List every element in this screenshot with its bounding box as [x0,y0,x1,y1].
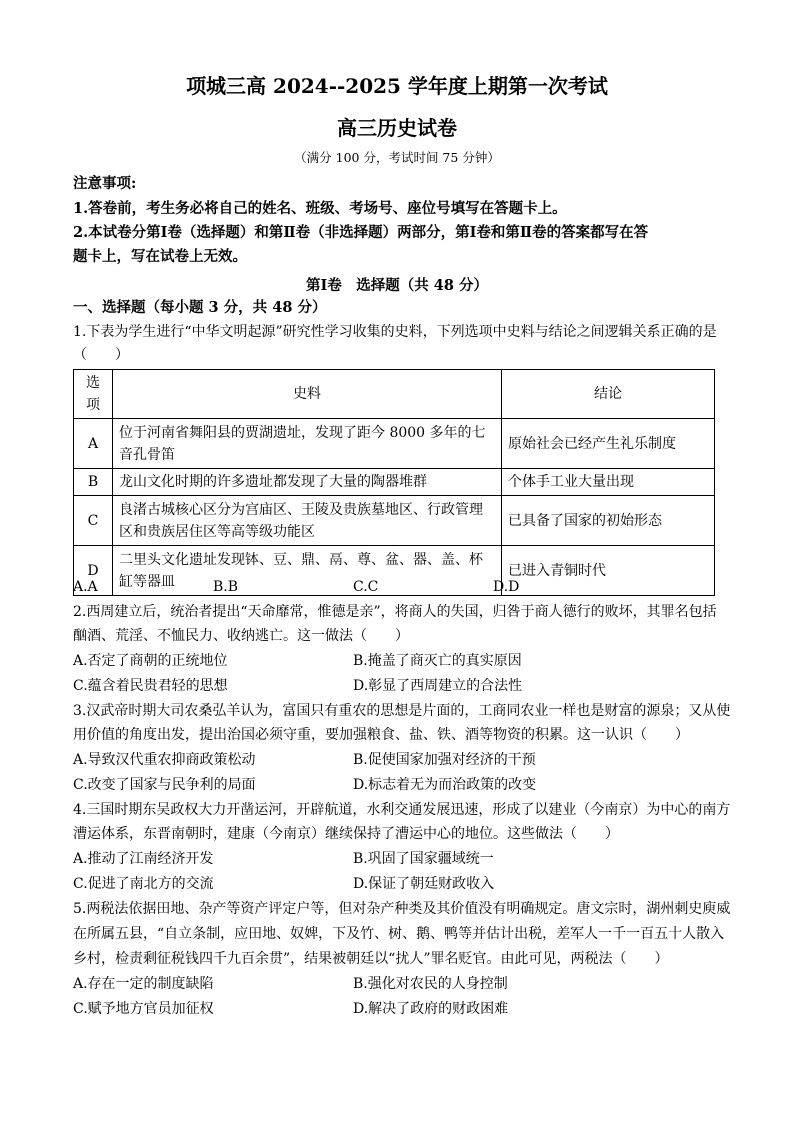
q4-option-a: A.推动了江南经济开发 [73,851,214,867]
notice-item-1: 1.答卷前，考生务必将自己的姓名、班级、考场号、座位号填写在答题卡上。 [73,200,567,217]
q2-option-b: B.掩盖了商灭亡的真实原因 [353,653,522,669]
table-row [74,469,715,496]
table-header-cell: 结论 [502,370,715,419]
q3-stem-line-2: 用价值的角度出发，提出治国必须守重，要加强粮食、盐、铁、酒等物资的积累。这一认识（ ） [73,727,689,743]
q1-option-a: A.A [73,579,98,595]
q1-stem-line-2: （ ） [73,347,129,363]
q2-stem-line-1: 2.西周建立后，统治者提出“天命靡常，惟德是亲”，将商人的失国，归咎于商人德行的败坏，其罪名包括 [73,604,717,620]
section-title: 第Ⅰ卷 选择题（共 48 分） [305,277,489,294]
q4-option-c: C.促进了南北方的交流 [73,876,214,892]
table-header-row [74,370,715,419]
table-cell-conclusion: 已具备了国家的初始形态 [502,496,715,546]
q3-stem-line-1: 3.汉武帝时期大司农桑弘羊认为，富国只有重农的思想是片面的，工商同农业一样也是财富的源泉；又从使 [73,703,731,719]
q5-stem-line-2: 在所属五县，“自立条制，应田地、奴婢，下及竹、树、鹅、鸭等并估计出税，差军人一千一百五十人散入 [73,926,725,942]
table-cell-option: A [74,419,113,469]
q2-option-c: C.蕴含着民贵君轻的思想 [73,678,228,694]
exam-note: （满分 100 分，考试时间 75 分钟） [294,150,500,165]
q3-option-c: C.改变了国家与民争利的局面 [73,777,256,793]
table-cell-conclusion: 已进入青铜时代 [502,546,715,596]
exam-subtitle: 高三历史试卷 [337,116,457,140]
table-cell-source: 位于河南省舞阳县的贾湖遗址，发现了距今 8000 多年的七音孔骨笛 [113,419,502,469]
table-row [74,496,715,546]
q4-option-d: D.保证了朝廷财政收入 [353,876,495,892]
part-heading: 一、选择题（每小题 3 分，共 48 分） [73,299,327,316]
q5-option-b: B.强化对农民的人身控制 [353,976,508,992]
q5-option-d: D.解决了政府的财政困难 [353,1001,509,1017]
q2-option-d: D.彰显了西周建立的合法性 [353,678,523,694]
q3-option-a: A.导致汉代重农抑商政策松动 [73,752,256,768]
q5-stem-line-3: 乡村，检责剩征税钱四千九百余贯”，结果被朝廷以“扰人”罪名贬官。由此可见，两税法（ ） [73,951,669,967]
table-cell-source: 二里头文化遗址发现钵、豆、鼎、鬲、尊、盆、器、盖、杯缸等器皿 [113,546,502,596]
notice-item-2-line-1: 2.本试卷分第Ⅰ卷（选择题）和第Ⅱ卷（非选择题）两部分，第Ⅰ卷和第Ⅱ卷的答案都写在答 [73,224,649,241]
q2-stem-line-2: 酗酒、荒淫、不恤民力、收纳逃亡。这一做法（ ） [73,628,409,644]
q4-stem-line-2: 漕运体系，东晋南朝时，建康（今南京）继续保持了漕运中心的地位。这些做法（ ） [73,826,619,842]
q3-option-d: D.标志着无为而治政策的改变 [353,777,537,793]
q1-option-c: C.C [353,579,379,595]
table-cell-source: 龙山文化时期的许多遗址都发现了大量的陶器堆群 [113,469,502,496]
q4-option-b: B.巩固了国家疆域统一 [353,851,494,867]
table-cell-conclusion: 原始社会已经产生礼乐制度 [502,419,715,469]
exam-title: 项城三高 2024--2025 学年度上期第一次考试 [186,74,608,98]
q1-option-b: B.B [213,579,239,595]
table-header-cell: 史料 [113,370,502,419]
table-cell-conclusion: 个体手工业大量出现 [502,469,715,496]
table-header-cell: 选项 [74,370,113,419]
notice-item-2-line-2: 题卡上，写在试卷上无效。 [73,248,247,265]
q2-option-a: A.否定了商朝的正统地位 [73,653,228,669]
q3-option-b: B.促使国家加强对经济的干预 [353,752,536,768]
q5-option-a: A.存在一定的制度缺陷 [73,976,214,992]
table-cell-option: C [74,496,113,546]
notice-heading: 注意事项: [73,175,137,192]
table-cell-source: 良渚古城核心区分为宫庙区、王陵及贵族墓地区、行政管理区和贵族居住区等高等级功能区 [113,496,502,546]
table-row [74,419,715,469]
table-row [74,546,715,596]
q1-option-d: D.D [493,579,520,595]
table-cell-option: B [74,469,113,496]
q1-stem-line-1: 1.下表为学生进行“中华文明起源”研究性学习收集的史料，下列选项中史料与结论之间逻辑关系正确的是 [73,324,717,340]
q5-stem-line-1: 5.两税法依据田地、杂产等资产评定户等，但对杂产种类及其价值没有明确规定。唐文宗时，湖州刺史庾威 [73,901,731,917]
table-cell-option: D [74,546,113,596]
q4-stem-line-1: 4.三国时期东吴政权大力开凿运河，开辟航道，水利交通发展迅速，形成了以建业（今南京）为中心的南方 [73,802,731,818]
q5-option-c: C.赋予地方官员加征权 [73,1001,214,1017]
q1-source-table [73,369,715,596]
